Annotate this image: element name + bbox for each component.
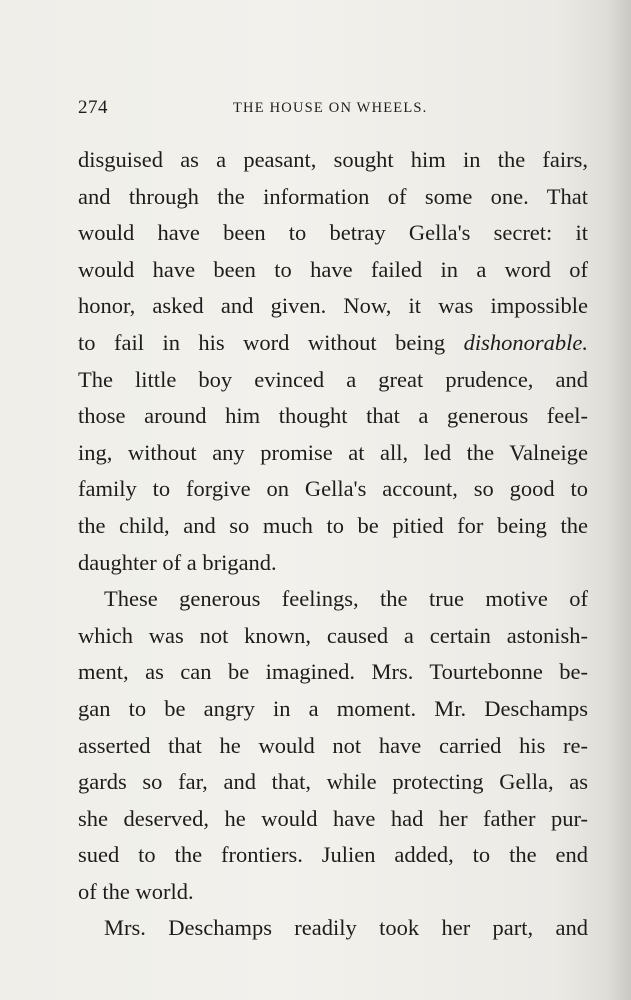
text-line: those around him thought that a generous feel- (78, 403, 588, 429)
text-line: gards so far, and that, while protecting Gella, as (78, 769, 588, 795)
paragraph-1 (78, 142, 588, 581)
text-line: which was not known, caused a certain astonish- (78, 622, 588, 648)
text-line: These generous feelings, the true motive of (104, 586, 588, 612)
page-header (78, 97, 588, 123)
text-line: ing, without any promise at all, led the Valneige (78, 439, 588, 465)
text-line: disguised as a peasant, sought him in the fairs, (78, 147, 588, 172)
text-line: family to forgive on Gella's account, so good to (78, 476, 588, 502)
line-prefix: to fail in his word without being (78, 329, 446, 355)
running-head: THE HOUSE ON WHEELS. (233, 100, 428, 116)
paragraph-2 (78, 581, 588, 910)
italic-word: dishonorable. (463, 329, 588, 355)
text-line: daughter of a brigand. (78, 549, 277, 575)
paragraph-3 (78, 910, 588, 947)
text-line: asserted that he would not have carried his re- (78, 732, 588, 758)
text-line: sued to the frontiers. Julien added, to the end (78, 842, 588, 868)
text-line: she deserved, he would have had her father pur- (78, 805, 588, 831)
page-edge-shadow (607, 0, 631, 1000)
text-line: and through the information of some one. That (78, 183, 588, 209)
text-line: would have been to betray Gella's secret: it (78, 220, 588, 246)
page-number: 274 (78, 97, 108, 118)
text-line: The little boy evinced a great prudence, and (78, 366, 588, 392)
text-line-with-italic (78, 325, 588, 362)
text-line: gan to be angry in a moment. Mr. Deschamps (78, 695, 588, 721)
body-text (78, 142, 588, 947)
text-line: ment, as can be imagined. Mrs. Tourtebonne be- (78, 659, 588, 685)
text-line: Mrs. Deschamps readily took her part, and (104, 915, 588, 941)
text-line: the child, and so much to be pitied for being the (78, 512, 588, 538)
text-line: of the world. (78, 878, 194, 904)
text-line: would have been to have failed in a word of (78, 256, 588, 282)
text-line: honor, asked and given. Now, it was impossible (78, 293, 588, 319)
